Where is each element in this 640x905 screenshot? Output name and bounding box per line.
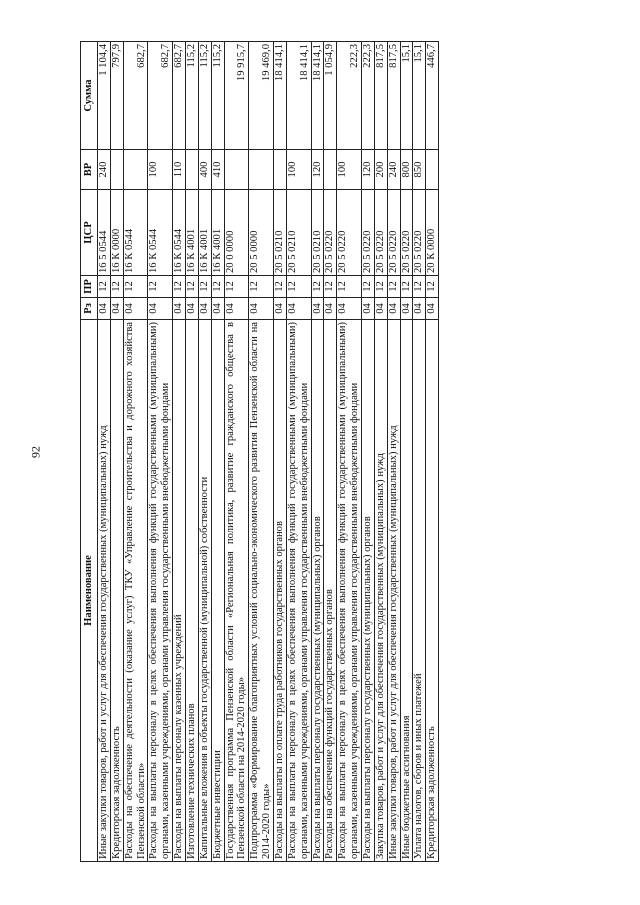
- cell-name: Расходы на обеспечение функций государственных органов: [324, 320, 337, 862]
- cell-pr: 12: [374, 276, 387, 298]
- cell-name: Расходы на выплаты персоналу государственных (муниципальных) органов: [362, 320, 375, 862]
- cell-csr: 20 5 0220: [387, 190, 400, 276]
- cell-pr: 12: [249, 276, 274, 298]
- cell-sum: 18 414,1: [286, 42, 311, 150]
- cell-rz: 04: [286, 298, 311, 320]
- table-row: [400, 42, 413, 862]
- cell-csr: 20 5 0220: [337, 190, 362, 276]
- cell-pr: 12: [400, 276, 413, 298]
- page-number: 92: [28, 446, 43, 458]
- cell-csr: 16 5 0544: [98, 190, 111, 276]
- cell-pr: 12: [413, 276, 426, 298]
- cell-vr: 100: [148, 150, 173, 190]
- cell-rz: 04: [324, 298, 337, 320]
- cell-sum: 222,3: [362, 42, 375, 150]
- cell-rz: 04: [148, 298, 173, 320]
- cell-name: Расходы на выплаты персоналу в целях обеспечения выполнения функций государственными (муниципальными) органами, казенными учреждениями, органами управления государственными внебюджетными фондами: [286, 320, 311, 862]
- table-row: [98, 42, 111, 862]
- cell-pr: 12: [148, 276, 173, 298]
- cell-sum: 682,7: [148, 42, 173, 150]
- cell-pr: 12: [324, 276, 337, 298]
- cell-csr: 20 5 0220: [400, 190, 413, 276]
- cell-pr: 12: [123, 276, 148, 298]
- cell-csr: 16 К 0544: [148, 190, 173, 276]
- cell-sum: 222,3: [337, 42, 362, 150]
- cell-csr: 20 0 0000: [224, 190, 249, 276]
- header-rz: Рз: [81, 298, 98, 320]
- header-pr: ПР: [81, 276, 98, 298]
- cell-name: Изготовление технических планов: [186, 320, 199, 862]
- cell-csr: 20 К 0000: [426, 190, 439, 276]
- cell-rz: 04: [98, 298, 111, 320]
- table-row: [311, 42, 324, 862]
- cell-rz: 04: [311, 298, 324, 320]
- cell-vr: [224, 150, 249, 190]
- cell-rz: 04: [211, 298, 224, 320]
- cell-rz: 04: [249, 298, 274, 320]
- cell-sum: 797,9: [110, 42, 123, 150]
- cell-sum: 682,7: [173, 42, 186, 150]
- cell-csr: 16 К 4001: [198, 190, 211, 276]
- cell-vr: [274, 150, 287, 190]
- cell-name: Уплата налогов, сборов и иных платежей: [413, 320, 426, 862]
- table-row: [249, 42, 274, 862]
- cell-sum: 1 054,9: [324, 42, 337, 150]
- cell-vr: [110, 150, 123, 190]
- cell-vr: 100: [337, 150, 362, 190]
- table-row: [110, 42, 123, 862]
- cell-name: Расходы на выплаты персоналу в целях обеспечения выполнения функций государственными (муниципальными) органами, казенными учреждениями, органами управления государственными внебюджетными фондами: [337, 320, 362, 862]
- cell-sum: 115,2: [211, 42, 224, 150]
- cell-csr: 16 К 4001: [186, 190, 199, 276]
- header-csr: ЦСР: [81, 190, 98, 276]
- header-sum: Сумма: [81, 42, 98, 150]
- cell-sum: 19 915,7: [224, 42, 249, 150]
- cell-sum: 1 104,4: [98, 42, 111, 150]
- cell-name: Бюджетные инвестиции: [211, 320, 224, 862]
- cell-name: Расходы на выплаты по оплате труда работников государственных органов: [274, 320, 287, 862]
- cell-csr: 16 К 0544: [173, 190, 186, 276]
- cell-rz: 04: [413, 298, 426, 320]
- cell-vr: [186, 150, 199, 190]
- table-row: [224, 42, 249, 862]
- table-row: [362, 42, 375, 862]
- cell-rz: 04: [224, 298, 249, 320]
- cell-pr: 12: [311, 276, 324, 298]
- table-row: [173, 42, 186, 862]
- cell-sum: 18 414,1: [311, 42, 324, 150]
- table-row: [374, 42, 387, 862]
- cell-name: Расходы на обеспечение деятельности (оказание услуг) ТКУ «Управление строительства и дорожного хозяйства Пензенской области»: [123, 320, 148, 862]
- cell-name: Расходы на выплаты персоналу в целях обеспечения выполнения функций государственными (муниципальными) органами, казенными учреждениями, органами управления государственными внебюджетными фондами: [148, 320, 173, 862]
- cell-vr: [123, 150, 148, 190]
- cell-name: Кредиторская задолженность: [110, 320, 123, 862]
- cell-name: Закупка товаров, работ и услуг для обеспечения государственных (муниципальных) нужд: [374, 320, 387, 862]
- table-header-row: [81, 42, 98, 862]
- cell-rz: 04: [173, 298, 186, 320]
- cell-name: Подпрограмма «Формирование благоприятных условий социально-экономического развития Пензенской области на 2014-2020 годы»: [249, 320, 274, 862]
- cell-csr: 16 К 4001: [211, 190, 224, 276]
- cell-vr: 410: [211, 150, 224, 190]
- cell-sum: 446,7: [426, 42, 439, 150]
- cell-rz: 04: [198, 298, 211, 320]
- cell-csr: 20 5 0220: [362, 190, 375, 276]
- cell-sum: 817,5: [374, 42, 387, 150]
- table-row: [211, 42, 224, 862]
- cell-pr: 12: [362, 276, 375, 298]
- cell-rz: 04: [374, 298, 387, 320]
- cell-csr: 20 5 0210: [274, 190, 287, 276]
- cell-name: Расходы на выплаты персоналу государственных (муниципальных) органов: [311, 320, 324, 862]
- header-vr: ВР: [81, 150, 98, 190]
- cell-csr: 16 К 0000: [110, 190, 123, 276]
- cell-csr: 20 5 0220: [374, 190, 387, 276]
- header-name: Наименование: [81, 320, 98, 862]
- cell-rz: 04: [274, 298, 287, 320]
- budget-table: [80, 41, 439, 862]
- cell-pr: 12: [286, 276, 311, 298]
- table-row: [274, 42, 287, 862]
- table-row: [337, 42, 362, 862]
- cell-vr: 120: [311, 150, 324, 190]
- cell-pr: 12: [173, 276, 186, 298]
- table-row: [148, 42, 173, 862]
- cell-name: Государственная программа Пензенской области «Региональная политика, развитие гражданского общества в Пензенской области на 2014-2020 годы»: [224, 320, 249, 862]
- table-body: [98, 42, 439, 862]
- table-row: [123, 42, 148, 862]
- table-row: [286, 42, 311, 862]
- cell-vr: 240: [387, 150, 400, 190]
- cell-csr: 20 5 0220: [324, 190, 337, 276]
- cell-vr: 200: [374, 150, 387, 190]
- cell-rz: 04: [426, 298, 439, 320]
- cell-sum: 682,7: [123, 42, 148, 150]
- rotated-page: [80, 42, 560, 862]
- cell-name: Кредиторская задолженность: [426, 320, 439, 862]
- cell-pr: 12: [186, 276, 199, 298]
- cell-vr: 120: [362, 150, 375, 190]
- cell-csr: 20 5 0210: [311, 190, 324, 276]
- table-row: [426, 42, 439, 862]
- cell-sum: 15,1: [400, 42, 413, 150]
- cell-vr: 400: [198, 150, 211, 190]
- cell-rz: 04: [110, 298, 123, 320]
- cell-sum: 15,1: [413, 42, 426, 150]
- cell-vr: 240: [98, 150, 111, 190]
- cell-name: Капитальные вложения в объекты государственной (муниципальной) собственности: [198, 320, 211, 862]
- cell-pr: 12: [98, 276, 111, 298]
- cell-name: Расходы на выплаты персоналу казенных учреждений: [173, 320, 186, 862]
- cell-csr: 16 К 0544: [123, 190, 148, 276]
- cell-rz: 04: [337, 298, 362, 320]
- cell-vr: 110: [173, 150, 186, 190]
- cell-csr: 20 5 0220: [413, 190, 426, 276]
- cell-sum: 18 414,1: [274, 42, 287, 150]
- cell-name: Иные закупки товаров, работ и услуг для обеспечения государственных (муниципальных) нужд: [387, 320, 400, 862]
- table-row: [186, 42, 199, 862]
- cell-sum: 817,5: [387, 42, 400, 150]
- cell-pr: 12: [337, 276, 362, 298]
- cell-sum: 115,2: [186, 42, 199, 150]
- cell-vr: [324, 150, 337, 190]
- table-row: [413, 42, 426, 862]
- cell-rz: 04: [186, 298, 199, 320]
- cell-vr: 100: [286, 150, 311, 190]
- cell-vr: [249, 150, 274, 190]
- table-row: [324, 42, 337, 862]
- cell-vr: 800: [400, 150, 413, 190]
- cell-pr: 12: [274, 276, 287, 298]
- cell-pr: 12: [211, 276, 224, 298]
- cell-pr: 12: [426, 276, 439, 298]
- cell-name: Иные закупки товаров, работ и услуг для обеспечения государственных (муниципальных) нужд: [98, 320, 111, 862]
- cell-pr: 12: [224, 276, 249, 298]
- cell-rz: 04: [387, 298, 400, 320]
- table-row: [198, 42, 211, 862]
- cell-csr: 20 5 0000: [249, 190, 274, 276]
- cell-pr: 12: [110, 276, 123, 298]
- cell-sum: 115,2: [198, 42, 211, 150]
- cell-rz: 04: [123, 298, 148, 320]
- table-row: [387, 42, 400, 862]
- cell-vr: 850: [413, 150, 426, 190]
- cell-vr: [426, 150, 439, 190]
- cell-pr: 12: [387, 276, 400, 298]
- cell-rz: 04: [400, 298, 413, 320]
- cell-name: Иные бюджетные ассигнования: [400, 320, 413, 862]
- cell-csr: 20 5 0210: [286, 190, 311, 276]
- cell-rz: 04: [362, 298, 375, 320]
- cell-sum: 19 469,0: [249, 42, 274, 150]
- cell-pr: 12: [198, 276, 211, 298]
